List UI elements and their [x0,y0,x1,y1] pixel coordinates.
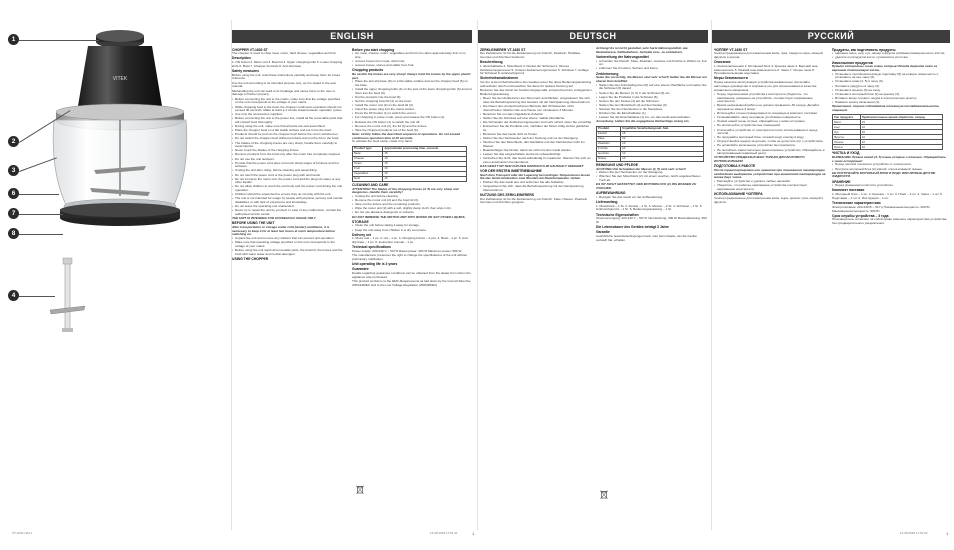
table-cell: Cheese [353,156,383,161]
section-heading: ПОДГОТОВКА К РАБОТЕ [714,164,756,169]
motor-unit [78,46,162,112]
paragraph: The chopper is used to chop meat, onion, hard cheese, vegetables and fruit. [232,51,337,56]
table-cell: Fruit [353,166,383,171]
bullet-item: • Provide that the power cord does not touch sharp edges of furniture and hot surfaces. [232,162,344,169]
section-heading: Измельчение продуктов [832,60,873,65]
bullet-item: • Распакуйте устройство и удалите любые наклейки. [714,180,826,184]
table-cell: Vegetables [353,171,383,176]
bullet-item: • Stellen Sie den Motorblock (2) auf den Deckel (3). [596,104,708,108]
warning-text: Anmerkung: Halten Sie die angegebene Reihenfolge streng ein. [596,119,690,124]
table-cell: Fleisch [597,131,621,136]
paragraph: 1. Motorblock – 1 St. 2. Deckel – 1 St. 3. Messer – 2 St. 4. Schüssel – 1 St. 5. Antirutschgummi – 1 St. 6. Bedienungsanleitung – 1 St. [596,203,703,212]
warning-text: THE UNIT IS INTENDED FOR HOUSEHOLD USAGE ONLY [232,216,316,221]
table-header-cell: Produkt [597,126,621,131]
bullet-item: • Bevor Sie den Zerkleinerer ans Stromnetz anschließen, vergewissern Sie sich, dass die Betriebsspannung des Gerätes mit der Netzspannung übereinstimmt. [480,97,592,104]
table-cell: 10 [860,130,943,135]
bullet-item: • entfernen Sie Knochen, Sehnen und Kerne. [596,67,708,71]
table-header-cell: Ungefähre Verarbeitungszeit, Sek. [621,126,703,131]
section-heading: ИСПОЛЬЗОВАНИЕ ЧОППЕРА [714,192,763,197]
bullet-item: • Before connecting the unit to the power line, install all the removable parts that will contact food thoroughly. [232,117,344,124]
bullet-item: • Remove the motor unit (2), the lid (3) and the knives. [352,125,472,129]
paragraph: The manufacturer preserves the right to change the specifications of the unit without preliminary notification. [352,253,468,262]
bullet-item: • Legen Sie die Produkte in die Schüssel (6). [596,96,708,100]
table-cell: 10 [860,140,943,145]
deutsch-column-1 [480,47,592,525]
bullet-item: • Stecken Sie den Netzstecker in die Steckdose. [596,108,708,112]
table-cell: Орехи [833,145,861,150]
bullet-item: • Перед подключением устройства к электросети убедитесь, что напряжение, указанное на устройстве, соответствует напряжению электросети. [714,93,826,104]
bullet-item: • Убедитесь, что рабочее напряжение устройства соответствует напряжению электросети. [714,184,826,191]
bullet-item: • Отключайте устройство от электросети после использования и перед чисткой. [714,129,826,136]
bullet-item: • Вставьте вилку сетевого шнура в электрическую розетку. [832,97,948,101]
section-heading: Beschreibung [480,60,503,65]
english-column-2 [352,47,472,525]
table-cell: Nüsse [597,156,621,161]
bullet-item: • Установите противоскользящую подставку (8) на ровную поверхность и установите на нее чашу (6). [832,73,948,80]
bullet-item: • Unplug the unit before cleaning. [352,195,472,199]
bullet-item: • Press the ON button (1) to switch the unit on. [352,112,472,116]
table-row [353,176,467,181]
bullet-item: • Do not switch the chopper bowl without products and put the lid on the bowl. [232,137,344,141]
table-cell: 15 [621,131,703,136]
table-header-cell: Approximate processing time, seconds [383,146,467,151]
table-cell: 15 [860,120,943,125]
bullet-item: • Wischen Sie den Motorblock (2) mit einem weichen, leicht angefeuchteten Tuch ab. [596,175,708,182]
warning-text: ATTENTION! The blades of the chopping knives (4, 5) are very sharp and dangerous. Handle them carefully! [352,186,459,195]
bullet-item: • Benutzen Sie nur das mitgelieferte Zubehör. [480,113,592,117]
bullet-item: • Stellen Sie den Antirutschgummi (8) auf eine ebene Oberfläche und stellen Sie die Schüssel (6) darauf. [596,84,708,91]
table-cell: Мясо [833,120,861,125]
bullet-item: • Протрите моторный блок (2) мягкой, слегка влажной тканью. [832,168,948,172]
table-cell: 15 [383,151,467,156]
deutsch-column-2 [596,47,708,525]
warning-text: Будьте осторожны, ножи очень острые! Всегда держите ножи за верхнюю пластиковую часть. [832,64,938,72]
bullet-item: • Не используйте устройство вне помещений. [714,124,826,128]
section-heading: Продукты, как подготовить продукты [832,47,896,52]
warning-text: НЕ ПОГРУЖАЙТЕ МОТОРНЫЙ БЛОК В ВОДУ ИЛИ ЛЮБЫЕ ДРУГИЕ ЖИДКОСТИ. [832,170,936,179]
section-heading: AUFBEWAHRUNG [596,191,626,196]
paragraph: Электропитание: 220-240 В ~ 50 Гц Номинальная мощность: 300 Вт Максимальная мощность: 500 Вт [832,204,930,213]
paragraph: 1. ON button 2. Motor unit 3. Bowl lid 4. Upper chopping knife 5. Lower chopping knife 6. Bowl 7. Chopper footrests 8. Anti-slip base [232,60,343,68]
paragraph: Der Zerkleinerer ist für die Zerkleinerung von Fleisch, Käse, Nüssen, Zwiebeln, Gemüse und Früchten geeignet. [480,196,588,205]
bullet-item: • Install the motor unit (2) on the bowl lid (3). [352,104,472,108]
bullet-item: • удалите из продуктов кости, сухожилия и косточки. [832,56,948,60]
table-cell: 10 [860,145,943,150]
bullet-item: • Set the chopping bowl lid (3) on the bowl. [352,100,472,104]
section-heading: Vorbereitung der Nahrungsmittel [596,54,649,59]
weee-bin-icon [600,490,608,500]
table-cell: 10 [383,156,467,161]
paragraph: Before using the unit, read these instructions carefully and keep them for future reference. [232,72,341,81]
bullet-item: • Keep the unit away from children in a dry cool place. [352,229,472,233]
table-cell: 10 [860,135,943,140]
section-heading: Technical specifications [352,245,391,250]
bullet-item: • Remove the motor unit (2) and the bowl lid (3). [352,199,472,203]
warning-text: DO NOT IMMERSE THE MOTOR UNIT INTO WATER OR ANY OTHER LIQUIDS. [352,214,466,219]
warning-text: ВНИМАНИЕ! Лезвия ножей (4, 5) очень острые и опасные. Обращайтесь с ними осторожно! [832,155,947,163]
bullet-item: • Do not touch the power cord or the power plug with wet hands. [232,174,344,178]
center-fold [477,20,478,530]
bullet-item: • Place the anti-slip base (8) on a flat stable surface and set the chopper bowl (6) on the base. [352,80,472,87]
section-heading: VOR DER ERSTEN INBETRIEBNAHME [480,168,542,173]
paragraph: Ausführliche Garantiebedingungen kann man beim Dealer, der die Geräte verkauft hat, erhalten. [596,234,697,242]
bullet-item: • Осуществляйте надзор за детьми, чтобы не допустить игр с устройством. [714,140,826,144]
warning-text: Nach dem Transport oder der Lagerung bei niedrigen Temperaturen lassen Sie das Gerät mindestens zwei Stunden bei Raumtemperatur stehen. [480,172,591,181]
table-cell: 10 [621,141,703,146]
section-heading: Sicherheitsmaßnahmen [480,76,519,81]
table-cell: 10 [621,136,703,141]
paragraph: Benutzen Sie das Gerät nur bestimmungsgemäß, entsprechend der vorliegenden Bedienungsanleitung. [480,88,592,96]
paragraph: To activate the bowl easily, rotate it by hand. [352,139,413,144]
leader-line [19,194,59,195]
table-cell: Zwiebeln [597,141,621,146]
section-heading: Technische Eigenschaften [596,212,639,217]
bullet-item: • Die Schneiden der Zerkleinerungsmesser sind sehr scharf, seien Sie vorsichtig. [480,121,592,125]
warning-text: После транспортировки или хранения при пониженной температуре необходимо выдержать устройство при комнатной температуре не менее двух часов. [714,167,826,180]
bullet-item: • Versuchen Sie nicht, das Gerät selbständig zu reparieren. Wenden Sie sich an einen autorisierten Kundendienst. [480,157,592,164]
bullet-item: • Unplug the unit after using, before cleaning and assembling. [232,169,344,173]
bullet-item: • Перед чисткой отключите устройство от электросети. [832,163,948,167]
section-heading: ZERKLEINERER VT-1630 ST [480,47,526,52]
callout-6: 6 [8,188,19,199]
warning-text: Note: strictly follow the described sequence of operations. Do not exceed continuous operation time of 30 seconds. [352,131,461,140]
footer-date-right: 14.08.2018 17:51:02 [900,531,928,535]
bullet-item: • Place the chopper bowl on a flat stable surface and put it into the bowl. [232,129,344,133]
chopper-drawing [10,20,225,530]
paragraph: Stromversorgung: 220-240 V ~ 50 Hz Nennleistung: 300 W Maximalleistung: 500 W [596,216,707,224]
paragraph: Power supply: 220-240 V ~ 50 Hz Rated power: 300 W Maximum power: 500 W [352,249,462,254]
section-heading: Chopping products [352,68,384,73]
bullet-item: • Release the ON button (1) to switch the unit off. [352,121,472,125]
section-heading: Описание [714,60,731,65]
callout-3: 3 [8,165,19,176]
table-cell: 10 [621,156,703,161]
paragraph: Der Zerkleinerer ist für die Zerkleinerung von Fleisch, Zwiebeln, Hartkäse, Gemüse und Früchten bestimmt. [480,51,582,59]
paragraph: 1. Моторный блок – 1 шт. 2. Крышка – 1 шт. 3. Ножи – 2 шт. 4. Чаша – 1 шт. 5. Подставка – 1 шт. 6. Инструкция – 1 шт. [832,192,943,200]
russian-column-2 [832,47,948,525]
bullet-item: • Устанавливайте чашу на ровную устойчивую поверхность. [714,116,826,120]
footer-file-label: VT-1630.indd 1 [12,531,33,535]
table-cell: 10 [621,151,703,156]
bullet-item: • Take out the knives and the remaining products. [352,203,472,207]
bullet-item: • During using the unit, make sure that all parts are well assembled. [232,125,344,129]
section-heading: ХРАНЕНИЕ [832,179,851,184]
russian-column-1 [714,47,826,525]
bullet-item: • Не погружайте моторный блок, сетевой шнур и вилку в воду. [714,136,826,140]
bullet-item: • Entnehmen Sie die Produkte erst, nachdem der Motor völlig stehen geblieben ist. [480,125,592,132]
bullet-item: • Ziehen Sie den Netzstecker vor der Reinigung. [596,171,708,175]
bullet-item: • Не пытайтесь самостоятельно ремонтировать устройство. Обращайтесь в авторизованный сервисный центр. [714,149,826,156]
leader-line [19,234,63,235]
section-heading: Срок службы устройства – 3 года [832,213,889,218]
callout-2: 2 [8,136,19,147]
section-heading: Die Lebensdauer des Gerätes beträgt 3 Jahre [596,225,669,230]
bullet-item: • Never try to repair the unit by yourself. In case of any malfunction, contact the authorized service center. [232,209,344,216]
table-row [597,156,704,161]
warning-text: DAS GERÄT IST NUR FÜR DEN GEBRAUCH IM HAUSHALT GEEIGNET [480,163,584,168]
section-heading: ЧОППЕР VT-1630 ST [714,47,748,52]
paragraph: Vor der ersten Inbetriebnahme des Gerätes lesen Sie diese Bedienungsanleitung aufmerksam durch und bewahren Sie diese für spätere Nutzung auf. [480,80,592,88]
bullet-item: • Take the chopped products out of the bowl (6). [352,129,472,133]
table-cell: Лук [833,130,861,135]
section-heading: CHOPPER VT-1630 ST [232,47,268,52]
table-row [833,145,943,150]
table-header-cell: Product type [353,146,383,151]
section-heading: Safety measures [232,69,259,74]
bullet-item: • Setzen Sie die Messer (4, 5) in die Schüssel (6) ein. [596,92,708,96]
anti-slip-base [60,203,180,226]
svg-text:VITEK: VITEK [112,76,128,82]
table-cell: 10 [383,166,467,171]
bullet-item: • Лезвия ножей очень острые, обращайтесь с ними осторожно. [714,120,826,124]
bullet-item: • Make sure that operating voltage specified on the unit corresponds to the voltage of your mains. [232,241,344,248]
table-cell: Овощи [833,140,861,145]
header-deutsch: DEUTSCH [478,30,708,43]
bullet-item: • Установите моторный блок (2) на крышку (3). [832,93,948,97]
bullet-item: • Lassen Sie die Einschalttaste (1) los, um das Gerät auszuschalten. [596,116,708,120]
table-cell: 10 [383,176,467,181]
bullet-item: • Не оставляйте включенное устройство без присмотра. [714,144,826,148]
section-heading: REINIGUNG UND PFLEGE [596,162,639,167]
section-heading: Lieferumfang [596,199,618,204]
bullet-item: • Benutzen Sie das Gerät nicht im Freien. [480,133,592,137]
header-russian: РУССКИЙ [712,30,950,43]
warning-text: Примечание: строго соблюдайте описанную последовательность операций. [832,103,940,112]
bullet-item: • Reinigen Sie das Gerät vor der Aufbewahrung. [596,196,708,200]
paragraph: Mishandling the unit can lead to its breakage and cause harm to the user or damage to his/her property. [232,88,336,97]
section-heading: Zerkleinerung [596,71,619,76]
bullet-item: • Vergewissern Sie sich, dass die Betriebsspannung mit der Netzspannung übereinstimmt. [480,185,592,192]
section-heading: BEFORE USING THE UNIT [232,221,275,226]
bullet-item: • Установите крышку (3) на чашу. [832,89,948,93]
leader-line [19,40,99,41]
warning-text: УСТРОЙСТВО ПРЕДНАЗНАЧЕНО ТОЛЬКО ДЛЯ БЫТОВОГО ИСПОЛЬЗОВАНИЯ [714,155,805,164]
warning-text: Be careful the knives are very sharp! Always hold the knives by the upper plastic part. [352,72,471,80]
processing-time-table [832,114,943,150]
bullet-item: • cut meat, cheese, onion, vegetables and fruit into cubes approximately 2x2 cm in size; [352,52,472,59]
paragraph: This product conforms to the EMC-Requirements as laid down by the Council Directive 2004/108/EC and to the Low Voltage Regulation (2006/95/EC). [352,279,471,287]
bullet-item: • Используйте только принадлежности, входящие в комплект поставки. [714,112,826,116]
bullet-item: • Never touch the blades of the chopping knives. [232,149,344,153]
bullet-item: • Do not use abrasive detergents or solvents. [352,211,472,215]
bullet-item: • Unpack the unit and remove any stickers that can prevent unit operation. [232,237,344,241]
bullet-item: • remove bones from meat, shell nuts; [352,60,472,64]
paragraph: Чоппер предназначен для измельчения мяса, сыра, орехов, лука, овощей и фруктов. [714,195,824,204]
section-heading: ЧИСТКА И УХОД [832,151,860,156]
section-heading: Unit operating life is 3 years [352,262,398,267]
bullet-item: • Insert the power plug into the mains socket. [352,108,472,112]
table-header-cell: Тип продукта [833,115,861,120]
table-cell: Onion [353,161,383,166]
on-button [96,30,144,48]
bullet-item: • Tauchen Sie den Motorblock, das Netzkabel und den Netzstecker nicht ins Wasser. [480,141,592,148]
bullet-item: • Время непрерывной работы не должно превышать 30 секунд. Делайте перерыв не менее 3 минут. [714,104,826,111]
section-heading: USING THE CHOPPER [232,256,269,261]
bullet-item: • Wipe the motor unit (2) with a soft, slightly damp cloth, then wipe it dry. [352,207,472,211]
bullet-item: • The unit is not intended for usage by people with physical, sensory and mental disabilities or with lack of experience and knowledge. [232,197,344,204]
callout-7: 7 [8,208,19,219]
callout-8: 8 [8,228,19,239]
bullet-item: • Beaufsichtigen Sie Kinder, damit sie nicht mit dem Gerät spielen. [480,149,592,153]
chopping-knife [50,258,85,332]
table-cell: 10 [383,161,467,166]
header-english: ENGLISH [232,30,472,43]
bullet-item: • While chopping food in the bowl, the chopper continuous operation should not exceed 30 seconds. Make at least a 3 minute break between operation cycles. [232,106,344,113]
section-heading: STORAGE [352,219,369,224]
warning-text: ACHTUNG! Die Schneiden der Messer (4, 5) sind sehr scharf! [596,166,686,171]
bullet-item: • Die Dauer des ununterbrochenen Betriebs darf 30 Sekunden nicht überschreiten. Machen Sie eine Pause von mindestens 3 Minuten. [480,105,592,112]
bullet-item: • Перед хранением почистите устройство. [832,184,948,188]
bullet-item: • Установите ножи (4, 5) в чашу (6). [832,80,948,84]
bullet-item: • Нажмите кнопку включения (1). [832,101,948,105]
bullet-item: • Lassen Sie das eingeschaltete Gerät nie unbeaufsichtigt. [480,153,592,157]
bullet-item: • The blades of the chopping knives are very sharp, handle them carefully to avoid injuries. [232,142,344,149]
bullet-item: • Drücken Sie die Einschalttaste (1). [596,112,708,116]
table-cell: 10 [621,146,703,151]
footer-date-left: 14.08.2018 17:51:31 [430,531,458,535]
bullet-item: • remove bones, stones and stalks from fruit. [352,64,472,68]
bullet-item: • Stellen Sie die Schüssel auf eine ebene, stabile Oberfläche. [480,117,592,121]
bullet-item: • Before using the unit wash all removable parts: the bowl lid, the knives and the bowl with warm water and neutral detergent. [232,249,344,256]
section-heading: Комплект поставки [832,188,865,193]
bullet-item: • Clean the unit before taking it away for storage. [352,224,472,228]
processing-time-table [596,126,704,162]
bullet-item: • Children should be supervised to ensure they do not play with the unit. [232,193,344,197]
paragraph: Перед началом эксплуатации устройства внимательно прочитайте настоящее руководство и сохраните его для использования в качестве справочного материала. [714,80,817,92]
bullet-item: • For chopping in pulse mode, press and release the ON button (1). [352,116,472,120]
section-heading: CLEANING AND CARE [352,182,389,187]
bullet-item: • Before connecting the unit to the mains, make sure that the voltage specified on the unit corresponds to the voltage of your mains. [232,98,344,105]
leader-line [19,296,55,297]
section-heading: Меры безопасности [714,76,748,81]
section-heading: Description [232,56,251,61]
bullet-item: • Do not allow children to touch the unit body and the power cord during the unit operation. [232,185,344,192]
table-cell: Früchte [597,146,621,151]
bullet-item: • Products should be put into the chopper bowl before the unit is switched on. [232,133,344,137]
table-cell: Gemüse [597,151,621,156]
bullet-item: • Do not immerse the motor unit, the power cord and the plug into water or any other liquids. [232,178,344,185]
callout-4: 4 [8,290,19,301]
bullet-item: • Положите продукты в чашу (6). [832,85,948,89]
callout-1: 1 [8,34,19,45]
table-header-cell: Приблизительное время обработки, секунд [860,115,943,120]
bullet-item: • нарежьте мясо, сыр, лук, овощи и фрукты кубиками размером около 2x2 см; [832,52,948,56]
paragraph: Details regarding guarantee conditions can be obtained from the dealer from whom the appliance was purchased. [352,271,471,279]
product-illustration [10,20,225,530]
section-heading: Before you start chopping [352,47,395,52]
weee-bin-icon [356,485,364,495]
warning-text: After transportation or storage under cold (winter) conditions, it is necessary to keep it for at least two hours at room temperature before switching on. [232,224,335,237]
processing-time-table [352,146,467,182]
page-number-left: 1 [472,531,475,536]
page-number-right: 1 [946,531,949,536]
bullet-item: • Do not leave the operating unit unattended. [232,205,344,209]
bullet-item: • Packen Sie das Gerät aus und entfernen Sie alle Aufkleber. [480,181,592,185]
paragraph: 1. Motor unit – 1 pc. 2. Lid – 1 pc. 3. Chopping knives – 2 pcs. 4. Bowl – 1 pc. 5. Anti-slip base – 1 pc. 6. Instruction manual – 1 pc. [352,236,469,245]
bullet-item: • Put the products into the bowl (6). [352,96,472,100]
section-heading: Garantie [596,230,610,235]
table-cell: Käse [597,136,621,141]
bullet-item: • Remove products from the bowl only after the motor has completely stopped. [232,153,344,157]
divider-line [711,20,712,530]
bullet-item: • Do not use the unit outdoors. [232,158,344,162]
section-heading: NUTZUNG DES ZERKLEINERERS [480,193,535,198]
paragraph: 1. Einschalttaste 2. Motorblock 3. Deckel der Schüssel 4. Oberes Zerkleinerungsmesser 5. Unteres Zerkleinerungsmesser 6. Schüssel 7. Auflage für Schüssel 8. Antirutschgummi [480,63,589,76]
bullet-item: • Ziehen Sie den Netzstecker nach der Nutzung und vor der Reinigung. [480,137,592,141]
section-heading: Технические характеристики [832,201,881,206]
section-heading: Delivery set [352,232,372,237]
paragraph: 1. Кнопка включения 2. Моторный блок 3. Крышка чаши 4. Верхний нож-измельчитель 5. Нижний нож-измельчитель 6. Чаша 7. Опоры чаши 8. Противоскользящая подставка [714,63,819,76]
glass-bowl [53,120,187,213]
warning-text: Achtung! Es ist nicht gestattet, sehr harte Nahrungsmittel, wie Muskatnüsse, Kaffeebohnen, Getreide usw., zu zerkleinern. [596,47,688,54]
warning-text: ES IST NICHT GESTATTET, DEN MOTORBLOCK (2) INS WASSER ZU TAUCHEN. [596,182,697,190]
paragraph: Чоппер предназначен для измельчения мяса, лука, твердого сыра, овощей, фруктов и орехов. [714,51,824,59]
table-cell: Meat [353,151,383,156]
paragraph: Производитель оставляет за собой право изменять характеристики устройства без предварительного уведомления. [832,217,947,226]
english-column-1 [232,47,344,525]
bullet-item: • Use only the accessories supplied. [232,113,344,117]
bullet-item: • schneiden Sie Fleisch, Käse, Zwiebeln, Gemüse und Früchte in Würfel ca. 2x2 cm; [596,60,708,67]
table-cell: Nuts [353,176,383,181]
table-cell: Сыр [833,125,861,130]
table-cell: 10 [860,125,943,130]
paragraph: Use the unit according to its intended purpose only, as it is stated in the user manual. [232,80,337,89]
warning-text: Seien Sie vorsichtig, die Messer sind sehr scharf! Halten Sie die Messer am oberen Kunststoffteil. [596,75,707,84]
section-heading: Guarantee [352,267,369,272]
leader-line [19,214,63,215]
bullet-item: • Setzen Sie den Deckel (3) auf die Schüssel. [596,100,708,104]
table-cell: Фрукты [833,135,861,140]
table-cell: 10 [383,171,467,176]
bullet-item: • Install the upper chopping knife (4) on the axis of the lower chopping knife (5) and put them into the bowl (6). [352,88,472,95]
